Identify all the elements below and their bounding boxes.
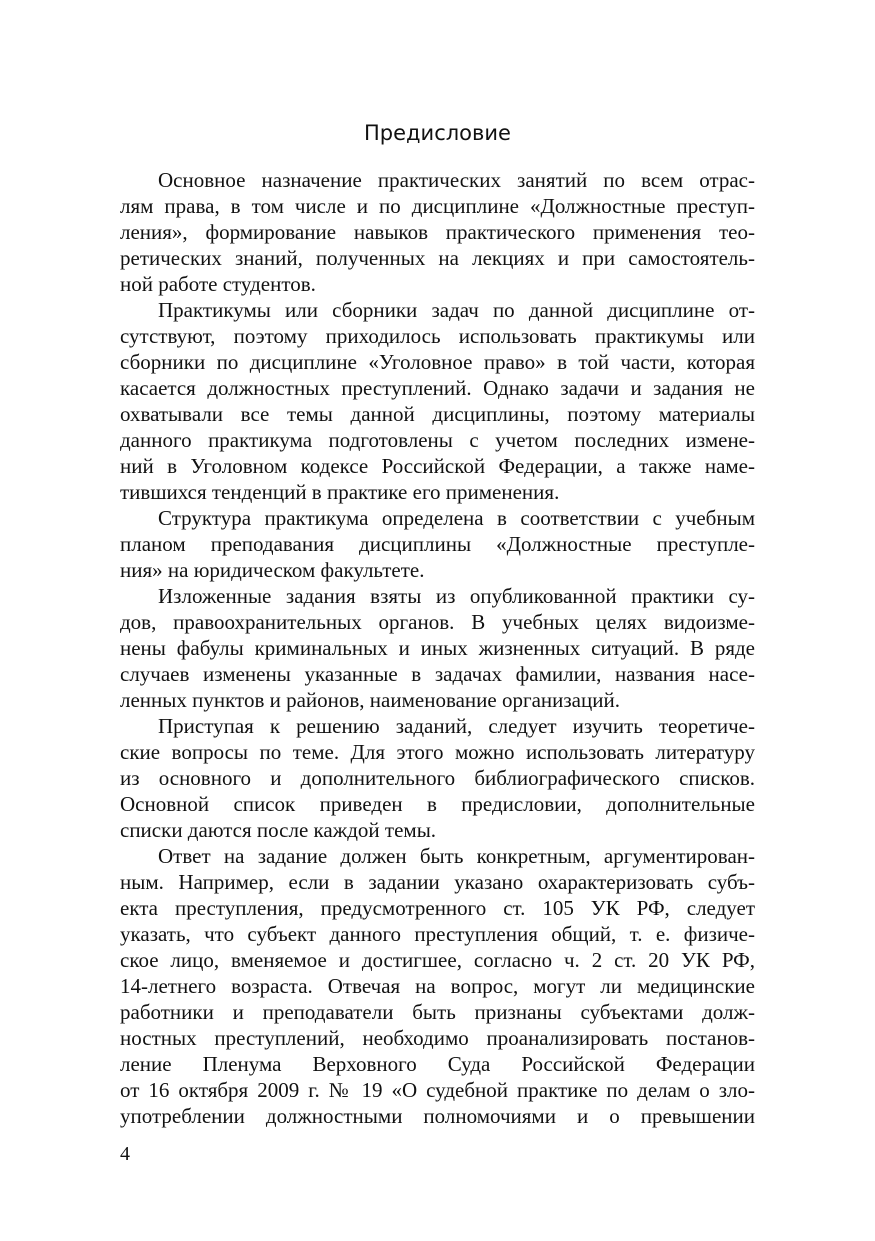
text-line-25: Основной список приведен в предисловии, дополнительные: [120, 792, 755, 816]
text-line-10: охватывали все темы данной дисциплины, поэтому материалы: [120, 402, 755, 426]
text-line-31: ское лицо, вменяемое и достигшее, согласно ч. 2 ст. 20 УК РФ,: [120, 948, 755, 972]
text-line-30: указать, что субъект данного преступления общий, т. е. физиче-: [120, 922, 755, 946]
text-line-26: списки даются после каждой темы.: [120, 818, 437, 842]
text-line-5: ной работе студентов.: [120, 272, 316, 296]
text-line-28: ным. Например, если в задании указано охарактеризовать субъ-: [120, 870, 755, 894]
text-line-20: случаев изменены указанные в задачах фамилии, названия насе-: [120, 662, 755, 686]
text-line-27: Ответ на задание должен быть конкретным, аргументирован-: [158, 844, 755, 868]
text-line-13: тившихся тенденций в практике его применения.: [120, 480, 560, 504]
text-line-18: дов, правоохранительных органов. В учебных целях видоизме-: [120, 610, 755, 634]
text-line-3: ления», формирование навыков практического применения тео-: [120, 220, 755, 244]
text-line-6: Практикумы или сборники задач по данной дисциплине от-: [158, 298, 755, 322]
text-line-19: нены фабулы криминальных и иных жизненных ситуаций. В ряде: [120, 636, 755, 660]
text-line-1: Основное назначение практических занятий по всем отрас-: [158, 168, 755, 192]
text-line-7: сутствуют, поэтому приходилось использовать практикумы или: [120, 324, 755, 348]
text-line-12: ний в Уголовном кодексе Российской Федерации, а также наме-: [120, 454, 755, 478]
text-line-21: ленных пунктов и районов, наименование организаций.: [120, 688, 620, 712]
text-line-29: екта преступления, предусмотренного ст. 105 УК РФ, следует: [120, 896, 755, 920]
text-line-32: 14-летнего возраста. Отвечая на вопрос, могут ли медицинские: [120, 974, 755, 998]
text-line-9: касается должностных преступлений. Однако задачи и задания не: [120, 376, 755, 400]
text-line-36: от 16 октября 2009 г. № 19 «О судебной практике по делам о зло-: [120, 1078, 755, 1102]
text-line-16: ния» на юридическом факультете.: [120, 558, 425, 582]
text-line-4: ретических знаний, полученных на лекциях и при самостоятель-: [120, 246, 755, 270]
text-line-34: ностных преступлений, необходимо проанализировать постанов-: [120, 1026, 755, 1050]
text-line-24: из основного и дополнительного библиографического списков.: [120, 766, 755, 790]
text-line-8: сборники по дисциплине «Уголовное право» в той части, которая: [120, 350, 755, 374]
page-title: Предисловие: [364, 121, 511, 145]
text-line-17: Изложенные задания взяты из опубликованной практики су-: [158, 584, 755, 608]
text-line-35: ление Пленума Верховного Суда Российской Федерации: [120, 1052, 755, 1076]
text-line-37: употреблении должностными полномочиями и о превышении: [120, 1104, 755, 1128]
page-number: 4: [120, 1143, 130, 1165]
text-line-33: работники и преподаватели быть признаны субъектами долж-: [120, 1000, 755, 1024]
text-line-23: ские вопросы по теме. Для этого можно использовать литературу: [120, 740, 755, 764]
text-line-15: планом преподавания дисциплины «Должностные преступле-: [120, 532, 755, 556]
text-line-11: данного практикума подготовлены с учетом последних измене-: [120, 428, 755, 452]
text-line-14: Структура практикума определена в соответствии с учебным: [158, 506, 755, 530]
text-line-22: Приступая к решению заданий, следует изучить теоретиче-: [158, 714, 755, 738]
text-line-2: лям права, в том числе и по дисциплине «Должностные преступ-: [120, 194, 755, 218]
